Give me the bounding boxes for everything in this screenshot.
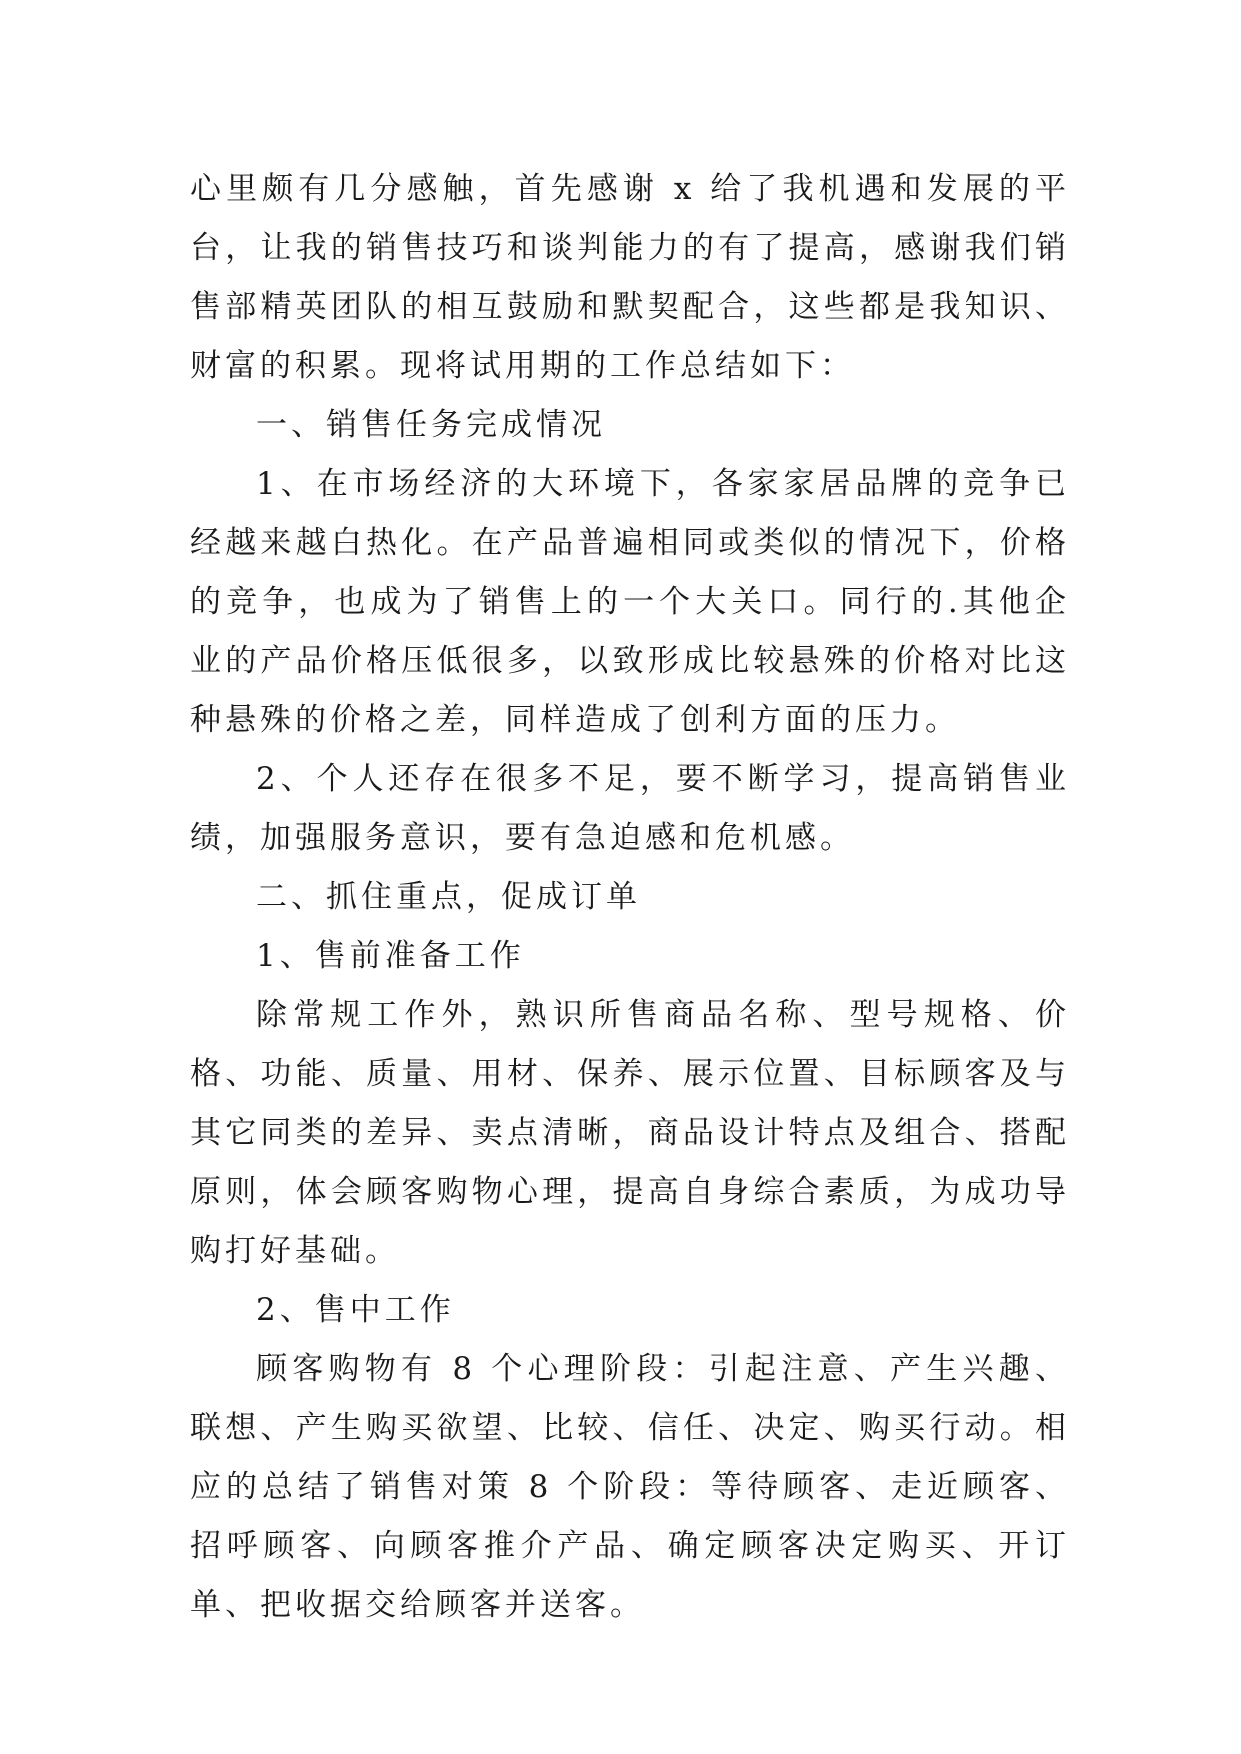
paragraph-intro: 心里颇有几分感触，首先感谢 x 给了我机遇和发展的平台，让我的销售技巧和谈判能力的有了提高，感谢我们销售部精英团队的相互鼓励和默契配合，这些都是我知识、财富的积累。现将试用期的工作总结如下： bbox=[190, 171, 1070, 384]
paragraph-pre-sale: 除常规工作外，熟识所售商品名称、型号规格、价格、功能、质量、用材、保养、展示位置、目标顾客及与其它同类的差异、卖点清晰，商品设计特点及组合、搭配原则，体会顾客购物心理，提高自身综合素质，为成功导购打好基础。 bbox=[190, 997, 1070, 1269]
heading-key-points: 二、抓住重点，促成订单 bbox=[256, 879, 641, 915]
document-body bbox=[190, 160, 1070, 1635]
paragraph-market-competition: 1、在市场经济的大环境下，各家家居品牌的竞争已经越来越白热化。在产品普遍相同或类似的情况下，价格的竞争，也成为了销售上的一个大关口。同行的.其他企业的产品价格压低很多，以致形成比较悬殊的价格对比这种悬殊的价格之差，同样造成了创利方面的压力。 bbox=[190, 466, 1070, 738]
heading-pre-sale: 1、售前准备工作 bbox=[256, 938, 525, 974]
heading-sales-task: 一、销售任务完成情况 bbox=[256, 407, 606, 443]
paragraph-personal-shortcomings: 2、个人还存在很多不足，要不断学习，提高销售业绩，加强服务意识，要有急迫感和危机感。 bbox=[190, 761, 1070, 856]
paragraph-in-sale: 顾客购物有 8 个心理阶段：引起注意、产生兴趣、联想、产生购买欲望、比较、信任、决定、购买行动。相应的总结了销售对策 8 个阶段：等待顾客、走近顾客、招呼顾客、向顾客推介产品、确定顾客决定购买、开订单、把收据交给顾客并送客。 bbox=[190, 1351, 1070, 1623]
heading-in-sale: 2、售中工作 bbox=[256, 1292, 455, 1328]
